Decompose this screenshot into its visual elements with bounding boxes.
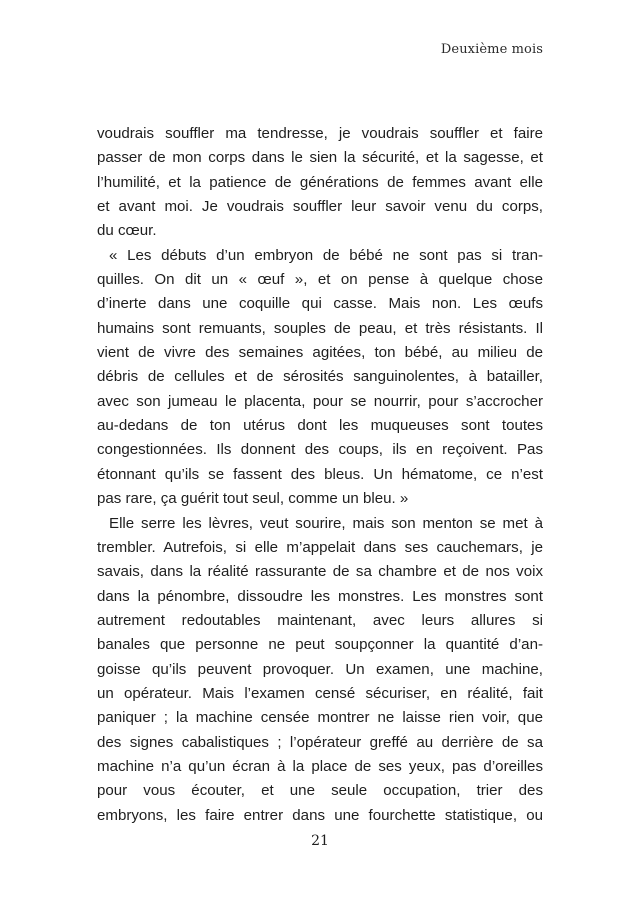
- text-line: avec son jumeau le placenta, pour se nourrir, pour s’accrocher: [97, 392, 543, 410]
- text-line: d’inerte dans une coquille qui casse. Mais non. Les œufs: [97, 295, 543, 313]
- text-line: un opérateur. Mais l’examen censé sécuriser, en réalité, fait: [97, 684, 543, 702]
- text-line: au-dedans de ton utérus dont les muqueuses sont toutes: [97, 417, 543, 435]
- text-line: débris de cellules et de sérosités sanguinolentes, à batailler,: [97, 368, 543, 386]
- text-line: l’humilité, et la patience de générations de femmes avant elle: [97, 173, 543, 191]
- running-head-title: Deuxième mois: [440, 42, 543, 57]
- text-line: étonnant qu’ils se fassent des bleus. Un hématome, ce n’est: [97, 465, 543, 483]
- page-number: 21: [311, 833, 329, 849]
- text-line: autrement redoutables maintenant, avec leurs allures si: [97, 611, 543, 629]
- body-text: [97, 122, 543, 828]
- text-line: trembler. Autrefois, si elle m’appelait dans ses cauchemars, je: [97, 538, 543, 556]
- text-line: embryons, les faire entrer dans une fourchette statistique, ou: [97, 806, 543, 824]
- text-line: savais, dans la réalité rassurante de sa chambre et de nos voix: [97, 563, 543, 581]
- text-line: pour vous écouter, et une seule occupation, trier des: [97, 782, 543, 800]
- text-line: machine n’a qu’un écran à la place de ses yeux, pas d’oreilles: [97, 757, 543, 775]
- text-line: goisse qu’ils peuvent provoquer. Un examen, une machine,: [97, 660, 543, 678]
- text-line: voudrais souffler ma tendresse, je voudrais souffler et faire: [97, 125, 543, 142]
- text-line: dans la pénombre, dissoudre les monstres. Les monstres sont: [97, 587, 543, 605]
- text-line: pas rare, ça guérit tout seul, comme un bleu. »: [97, 490, 409, 508]
- text-line: Elle serre les lèvres, veut sourire, mais son menton se met à: [109, 514, 543, 532]
- text-line: et avant moi. Je voudrais souffler leur savoir venu du corps,: [97, 198, 543, 216]
- text-line: des signes cabalistiques ; l’opérateur greffé au derrière de sa: [97, 733, 543, 751]
- text-line: banales que personne ne peut soupçonner la quantité d’an-: [97, 636, 543, 654]
- text-line: « Les débuts d’un embryon de bébé ne sont pas si tran-: [109, 246, 543, 264]
- text-line: paniquer ; la machine censée montrer ne laisse rien voir, que: [97, 709, 543, 727]
- text-line: humains sont remuants, souples de peau, et très résistants. Il: [97, 319, 543, 337]
- text-line: du cœur.: [97, 222, 157, 240]
- text-line: quilles. On dit un « œuf », et on pense à quelque chose: [97, 271, 543, 289]
- text-line: vient de vivre des semaines agitées, ton bébé, au milieu de: [97, 344, 543, 362]
- text-line: congestionnées. Ils donnent des coups, ils en reçoivent. Pas: [97, 441, 543, 459]
- text-line: passer de mon corps dans le sien la sécurité, et la sagesse, et: [97, 149, 543, 167]
